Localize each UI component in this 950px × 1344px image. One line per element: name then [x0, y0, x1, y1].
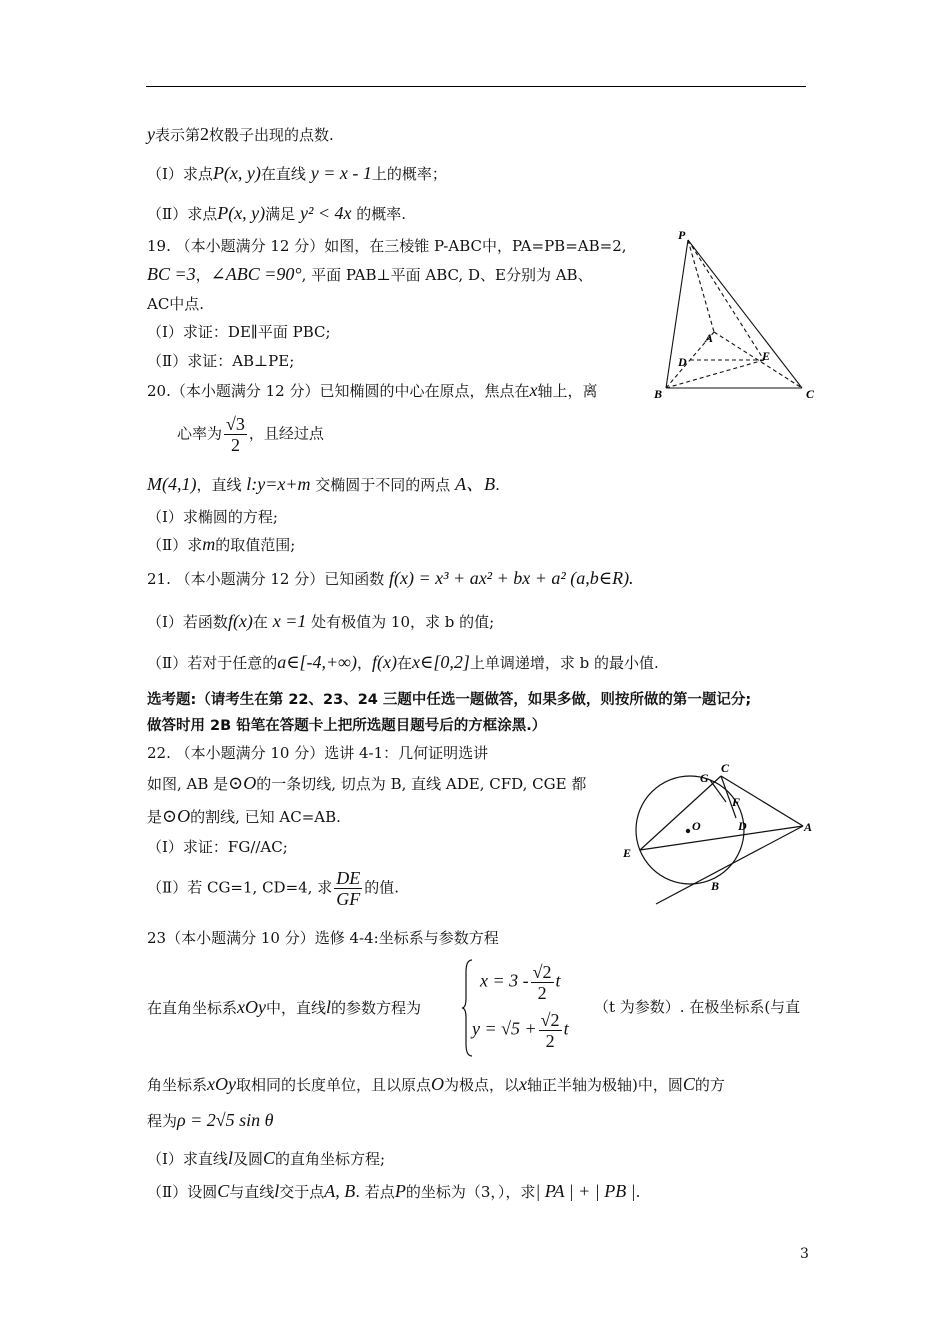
label-P: P: [678, 228, 686, 242]
q23-part1: （Ⅰ）求直线l及圆C的直角坐标方程;: [147, 1148, 386, 1168]
param-eq-y: y = √5 + $\frac{√2}{2}$ t: [472, 1010, 569, 1051]
q20-line1: 20.（本小题满分 12 分）已知椭圆的中心在原点，焦点在x轴上，离: [147, 380, 598, 400]
label-E: E: [762, 349, 771, 363]
label-B: B: [654, 387, 663, 401]
q23-line3: 角坐标系xOy取相同的长度单位，且以原点O为极点，以x轴正半轴为极轴)中，圆C的方: [147, 1074, 725, 1094]
label-O: O: [692, 819, 701, 833]
label-D2: D: [738, 819, 747, 833]
optional-note-line1: 选考题:（请考生在第 22、23、24 三题中任选一题做答，如果多做，则按所做的第一题记分;: [147, 692, 752, 708]
q22-part2: （Ⅱ）若 CG=1, CD=4, 求 $\frac{DE}{GF}$ 的值.: [147, 868, 400, 909]
q18-line1: y表示第2枚骰子出现的点数.: [147, 124, 334, 144]
circle-tangent-figure: [618, 758, 818, 928]
label-G: G: [700, 771, 709, 785]
pyramid-figure: [650, 226, 825, 406]
q18-part1: （Ⅰ）求点P(x, y)在直线 y = x - 1上的概率；: [147, 163, 447, 183]
q23-part2: （Ⅱ）设圆C与直线l交于点A, B. 若点P的坐标为（3，），求| PA | + | PB |.: [147, 1181, 641, 1201]
q21-part1: （Ⅰ）若函数f(x)在 x =1 处有极值为 10，求 b 的值;: [147, 611, 495, 631]
header-rule: [146, 86, 806, 87]
label-A: A: [705, 331, 714, 345]
q20-part1: （Ⅰ）求椭圆的方程;: [147, 508, 278, 526]
param-eq-x: x = 3 - $\frac{√2}{2}$ t: [480, 962, 561, 1003]
q19-line2: BC =3，∠ABC =90°, 平面 PAB⊥平面 ABC, D、E分别为 AB、: [147, 264, 593, 284]
label-D: D: [678, 355, 687, 369]
q22-line1: 22. （本小题满分 10 分）选讲 4-1：几何证明选讲: [147, 744, 489, 762]
page-number: 3: [800, 1246, 809, 1262]
q19-line1: 19. （本小题满分 12 分）如图，在三棱锥 P-ABC中，PA=PB=AB=2,: [147, 237, 627, 255]
q19-part1: （Ⅰ）求证：DE∥平面 PBC;: [147, 323, 331, 341]
q23-line4: 程为ρ = 2√5 sin θ: [147, 1110, 274, 1130]
label-A2: A: [804, 820, 813, 834]
label-C: C: [806, 387, 815, 401]
eccentricity-fraction: $\frac{√3}{2}$: [226, 414, 245, 455]
label-B2: B: [711, 879, 720, 893]
q23-line1: 23（本小题满分 10 分）选修 4-4:坐标系与参数方程: [147, 929, 499, 947]
q21-part2: （Ⅱ）若对于任意的a∈[-4,+∞)，f(x)在x∈[0,2]上单调递增，求 b 的最小值.: [147, 652, 659, 672]
q20-line2: 心率为 $\frac{√3}{2}$ ，且经过点: [177, 414, 324, 455]
q20-part2: （Ⅱ）求m的取值范围;: [147, 534, 296, 554]
q22-line3: 是⊙O的割线, 已知 AC=AB.: [147, 806, 341, 826]
q21-line1: 21. （本小题满分 12 分）已知函数 f(x) = x³ + ax² + bx + a² (a,b∈R).: [147, 568, 634, 588]
q20-line3: M(4,1)，直线 l:y=x+m 交椭圆于不同的两点 A、B.: [147, 474, 500, 494]
q18-part2: （Ⅱ）求点P(x, y)满足 y² < 4x 的概率.: [147, 203, 407, 223]
label-E2: E: [623, 846, 632, 860]
q23-line2-pre: 在直角坐标系xOy中，直线l的参数方程为: [147, 997, 422, 1017]
q19-part2: （Ⅱ）求证：AB⊥PE;: [147, 352, 295, 370]
q22-part1: （Ⅰ）求证：FG//AC;: [147, 838, 288, 856]
label-C2: C: [721, 761, 730, 775]
q23-line2-post: （t 为参数）. 在极坐标系(与直: [594, 998, 801, 1016]
q19-line3: AC中点.: [147, 295, 205, 313]
optional-note-line2: 做答时用 2B 铅笔在答题卡上把所选题目题号后的方框涂黑.）: [147, 718, 547, 734]
label-F: F: [732, 795, 741, 809]
de-gf-fraction: $\frac{DE}{GF}$: [336, 868, 361, 909]
q22-line2: 如图, AB 是⊙O的一条切线, 切点为 B, 直线 ADE, CFD, CGE 都: [147, 773, 587, 793]
